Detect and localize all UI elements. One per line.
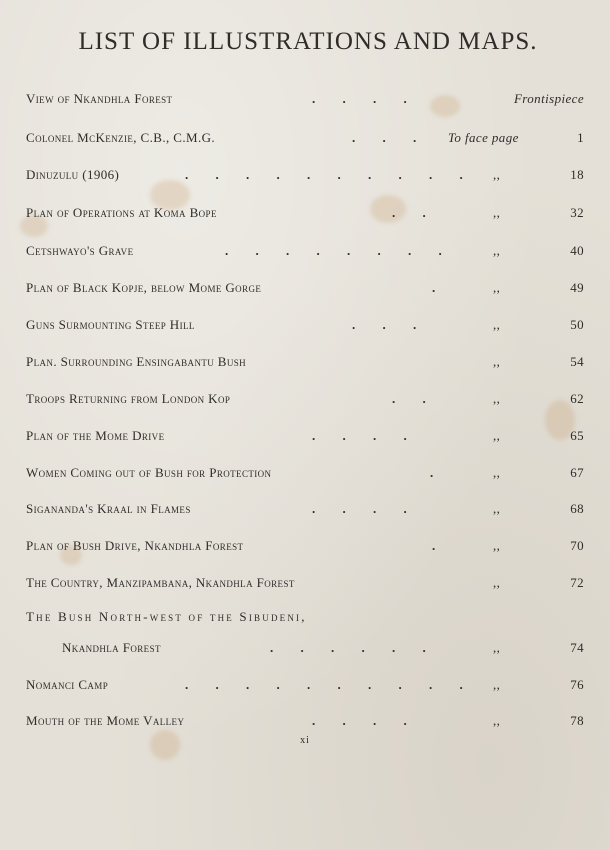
page-number: 1	[577, 130, 584, 145]
illustration-title: Colonel McKenzie, C.B., C.M.G.	[26, 130, 216, 145]
leader-dots: . . . . . . . . . .	[185, 167, 475, 182]
ditto-mark: ,,	[493, 538, 501, 553]
page-number: 70	[570, 538, 584, 553]
list-item	[0, 167, 610, 193]
illustration-title: Dinuzulu (1906)	[26, 167, 120, 182]
illustration-title: Cetshwayo's Grave	[26, 243, 134, 258]
leader-dots: . . . . . . . .	[225, 243, 454, 258]
list-item	[0, 280, 610, 306]
page-number: 74	[570, 640, 584, 655]
page-number: 18	[570, 167, 584, 182]
illustration-title: Plan. Surrounding Ensingabantu Bush	[26, 354, 247, 369]
illustration-title: View of Nkandhla Forest	[26, 91, 173, 106]
ditto-mark: ,,	[493, 465, 501, 480]
ditto-mark: ,,	[493, 391, 501, 406]
leader-dots: . . . .	[312, 91, 419, 106]
ditto-mark: ,,	[493, 677, 501, 692]
list-item	[0, 575, 610, 601]
list-item	[0, 501, 610, 527]
list-item	[0, 391, 610, 417]
illustration-title: Women Coming out of Bush for Protection	[26, 465, 272, 480]
illustration-title-continuation: Nkandhla Forest	[62, 640, 161, 655]
list-item	[0, 91, 610, 117]
leader-dots: . . . .	[312, 428, 419, 443]
page-number: 50	[570, 317, 584, 332]
list-item	[0, 609, 610, 635]
frontispiece-note: Frontispiece	[513, 91, 584, 106]
page-number: 32	[570, 205, 584, 220]
leader-dots: . . . . . .	[270, 640, 438, 655]
to-face-page-note: To face page	[448, 130, 519, 145]
page-number: 67	[570, 465, 584, 480]
ditto-mark: ,,	[493, 167, 501, 182]
page-title: LIST OF ILLUSTRATIONS AND MAPS.	[78, 28, 538, 55]
page-folio: xi	[300, 735, 310, 746]
list-item	[0, 130, 610, 156]
ditto-mark: ,,	[493, 575, 501, 590]
list-item	[0, 465, 610, 491]
list-item	[0, 538, 610, 564]
leader-dots: . . . .	[312, 501, 419, 516]
page-number: 54	[570, 354, 584, 369]
page-number: 78	[570, 713, 584, 728]
page-number: 40	[570, 243, 584, 258]
leader-dots: .	[432, 280, 448, 295]
ditto-mark: ,,	[493, 501, 501, 516]
illustration-title: Plan of Operations at Koma Bope	[26, 205, 217, 220]
ditto-mark: ,,	[493, 713, 501, 728]
illustration-title: The Bush North-west of the Sibudeni,	[26, 609, 307, 624]
illustration-title: Plan of Black Kopje, below Mome Gorge	[26, 280, 262, 295]
illustration-title: Plan of Bush Drive, Nkandhla Forest	[26, 538, 244, 553]
leader-dots: . . . . . . . . . .	[185, 677, 475, 692]
ditto-mark: ,,	[493, 354, 501, 369]
illustration-title: Sigananda's Kraal in Flames	[26, 501, 191, 516]
leader-dots: . .	[392, 391, 438, 406]
list-item	[0, 428, 610, 454]
page-number: 49	[570, 280, 584, 295]
list-item-continuation	[0, 640, 610, 666]
list-item	[0, 677, 610, 703]
page-number: 65	[570, 428, 584, 443]
leader-dots: .	[430, 465, 446, 480]
ditto-mark: ,,	[493, 243, 501, 258]
ditto-mark: ,,	[493, 280, 501, 295]
leader-dots: .	[432, 538, 448, 553]
leader-dots: . . .	[352, 317, 429, 332]
illustration-title: Nomanci Camp	[26, 677, 109, 692]
list-item	[0, 317, 610, 343]
illustration-title: Plan of the Mome Drive	[26, 428, 165, 443]
ditto-mark: ,,	[493, 317, 501, 332]
list-item	[0, 243, 610, 269]
illustration-title: The Country, Manzipambana, Nkandhla Forest	[26, 575, 295, 590]
illustration-title: Guns Surmounting Steep Hill	[26, 317, 195, 332]
leader-dots: . .	[392, 205, 438, 220]
ditto-mark: ,,	[493, 205, 501, 220]
illustration-title: Troops Returning from London Kop	[26, 391, 231, 406]
ditto-mark: ,,	[493, 640, 501, 655]
leader-dots: . . . .	[312, 713, 419, 728]
list-item	[0, 205, 610, 231]
leader-dots: . . .	[352, 130, 429, 145]
list-item	[0, 354, 610, 380]
page-number: 62	[570, 391, 584, 406]
ditto-mark: ,,	[493, 428, 501, 443]
illustration-title: Mouth of the Mome Valley	[26, 713, 185, 728]
page-number: 76	[570, 677, 584, 692]
page-number: 72	[570, 575, 584, 590]
page-number: 68	[570, 501, 584, 516]
